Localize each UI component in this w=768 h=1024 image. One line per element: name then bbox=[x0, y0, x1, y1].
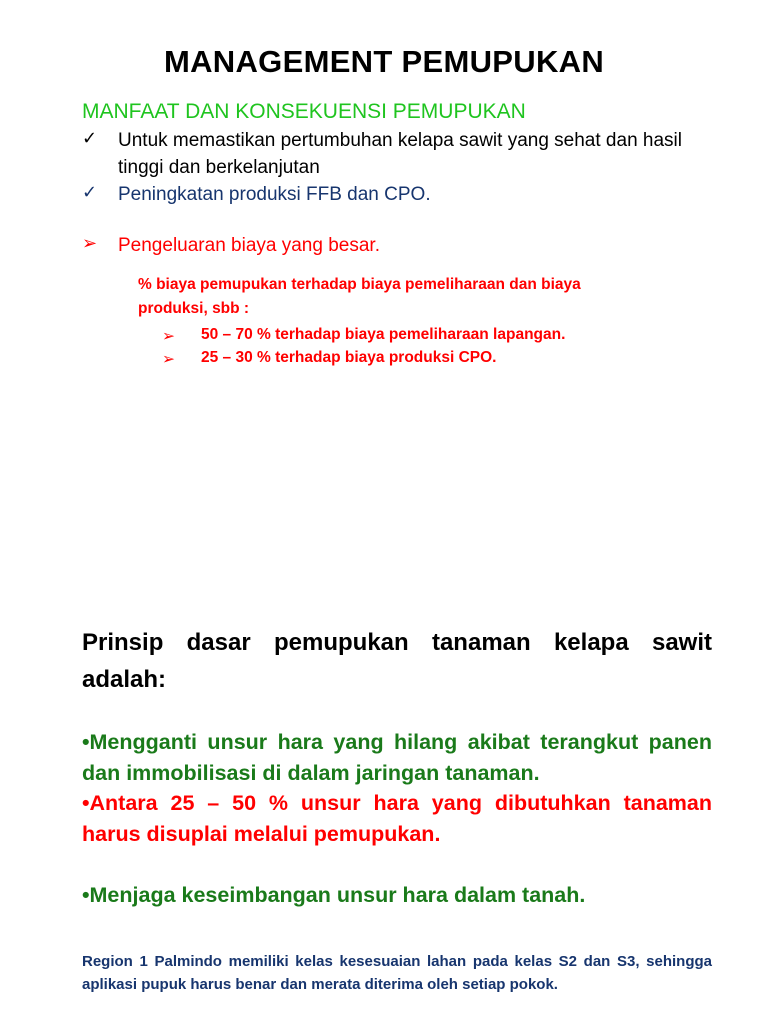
cost-subitem-maintenance: 50 – 70 % terhadap biaya pemeliharaan lapangan. bbox=[201, 326, 566, 343]
principles-heading: Prinsip dasar pemupukan tanaman kelapa sawit adalah: bbox=[82, 629, 712, 693]
page-title: MANAGEMENT PEMUPUKAN bbox=[164, 44, 604, 79]
principle-item: •Menjaga keseimbangan unsur hara dalam tanah. bbox=[82, 883, 586, 907]
footer-note: Region 1 Palmindo memiliki kelas kesesuaian lahan pada kelas S2 dan S3, sehingga aplikasi pupuk harus benar dan merata diterima oleh setiap pokok. bbox=[82, 953, 712, 993]
check-item-production: Peningkatan produksi FFB dan CPO. bbox=[118, 184, 431, 205]
check-icon: ✓ bbox=[82, 128, 98, 148]
check-item-growth: Untuk memastikan pertumbuhan kelapa sawit yang sehat dan hasil tinggi dan berkelanjutan bbox=[118, 130, 682, 178]
arrow-bullet-icon: ➢ bbox=[162, 328, 175, 345]
arrow-bullet-icon: ➢ bbox=[82, 233, 98, 253]
section-subtitle: MANFAAT DAN KONSEKUENSI PEMUPUKAN bbox=[82, 100, 526, 123]
check-icon: ✓ bbox=[82, 182, 98, 202]
cost-item: Pengeluaran biaya yang besar. bbox=[118, 235, 380, 256]
principle-item: •Mengganti unsur hara yang hilang akibat terangkut panen dan immobilisasi di dalam jaringan tanaman. bbox=[82, 730, 712, 785]
cost-subitem-cpo: 25 – 30 % terhadap biaya produksi CPO. bbox=[201, 349, 497, 366]
arrow-bullet-icon: ➢ bbox=[162, 351, 175, 368]
cost-note: % biaya pemupukan terhadap biaya pemeliharaan dan biaya produksi, sbb : bbox=[138, 276, 581, 317]
principle-item: •Antara 25 – 50 % unsur hara yang dibutuhkan tanaman harus disuplai melalui pemupukan. bbox=[82, 791, 712, 846]
